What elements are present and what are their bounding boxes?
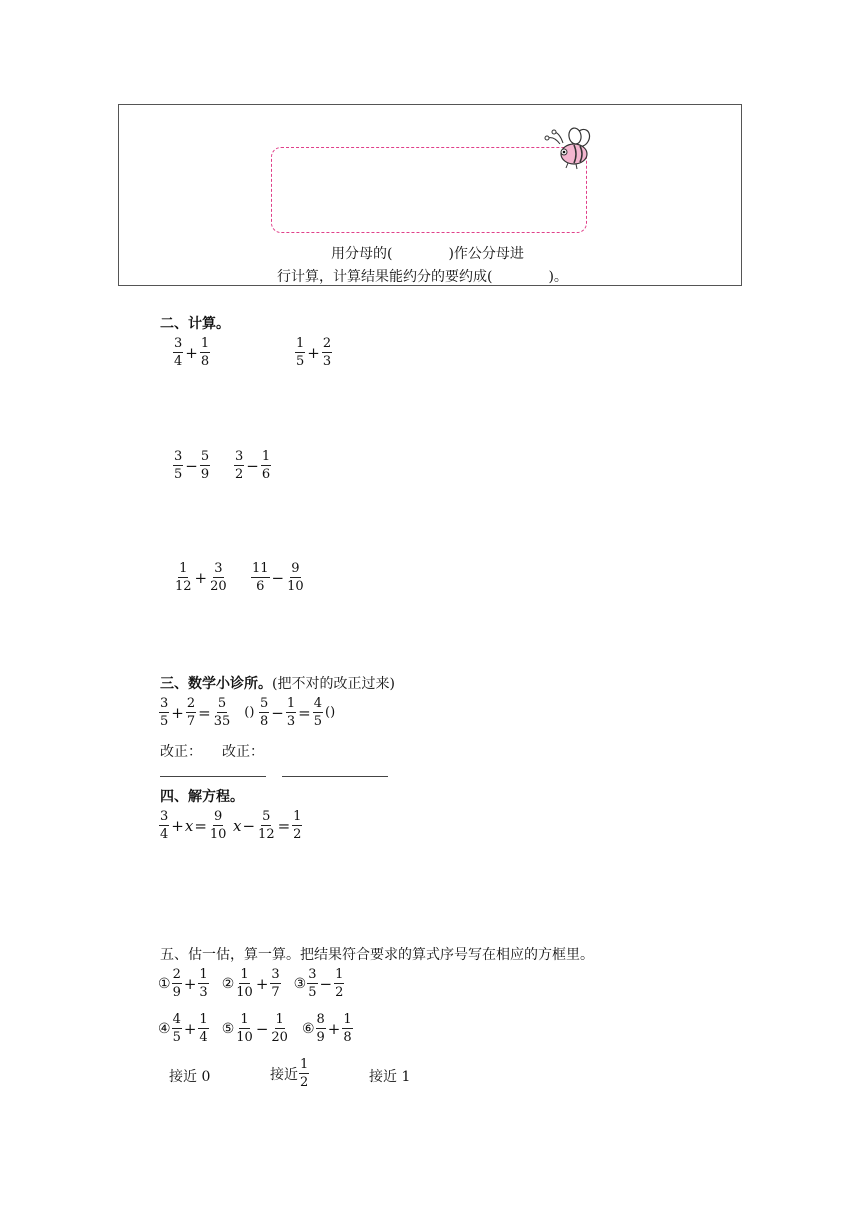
- calc-expression-1: $\frac{3}{4}$ + $\frac{1}{8}$: [174, 336, 210, 369]
- estimate-row-1: ① $\frac{2}{9}$ + $\frac{1}{3}$ ② $\frac{1}{10}$ + $\frac{3}{7}$ ③ $\frac{3}{5}$ − $\frac{1}{2}$: [158, 967, 344, 1000]
- correction-answer-line-2[interactable]: [282, 776, 388, 777]
- equation-2: x − $\frac{5}{12}$ = $\frac{1}{2}$: [233, 809, 302, 842]
- section-2-heading: 二、计算。: [160, 316, 230, 332]
- answer-parens: (): [244, 705, 255, 720]
- correction-label-1: 改正：: [160, 744, 202, 760]
- correction-label-2: 改正：: [222, 744, 264, 760]
- calc-expression-2: $\frac{1}{5}$ + $\frac{2}{3}$: [296, 336, 332, 369]
- calc-expression-6: $\frac{11}{6}$ − $\frac{9}{10}$: [252, 561, 304, 594]
- section-5-heading: 五、估一估，算一算。把结果符合要求的算式序号写在相应的方框里。: [160, 947, 594, 963]
- fraction: $\frac{3}{4}$: [174, 336, 183, 369]
- correction-answer-line-1[interactable]: [160, 776, 266, 777]
- section-4-heading: 四、解方程。: [160, 789, 244, 805]
- fill-in-line-1: 用分母的( )作公分母进: [331, 246, 524, 262]
- bee-icon: [540, 126, 592, 172]
- near-one-label: 接近 1: [369, 1069, 411, 1085]
- calc-expression-4: $\frac{3}{2}$ − $\frac{1}{6}$: [235, 449, 271, 482]
- diagnosis-equation-1: $\frac{3}{5}$ + $\frac{2}{7}$ = $\frac{5}{35}$ (): [160, 696, 255, 729]
- answer-parens: (): [325, 705, 336, 720]
- section-3-heading: 三、数学小诊所。(把不对的改正过来): [160, 676, 395, 692]
- fill-in-line-2: 行计算，计算结果能约分的要约成( )。: [277, 269, 568, 285]
- diagnosis-equation-2: $\frac{5}{8}$ − $\frac{1}{3}$ = $\frac{4}{5}$ (): [260, 696, 336, 729]
- near-half-label: 接近 $\frac{1}{2}$: [270, 1057, 309, 1090]
- calc-expression-5: $\frac{1}{12}$ + $\frac{3}{20}$: [175, 561, 227, 594]
- near-zero-label: 接近 0: [169, 1069, 211, 1085]
- calc-expression-3: $\frac{3}{5}$ − $\frac{5}{9}$: [174, 449, 210, 482]
- equation-1: $\frac{3}{4}$ + x = $\frac{9}{10}$: [160, 809, 227, 842]
- estimate-row-2: ④ $\frac{4}{5}$ + $\frac{1}{4}$ ⑤ $\frac{1}{10}$ − $\frac{1}{20}$ ⑥ $\frac{8}{9}$ + $\frac{1}{8}$: [158, 1012, 352, 1045]
- fraction: $\frac{1}{8}$: [200, 336, 210, 369]
